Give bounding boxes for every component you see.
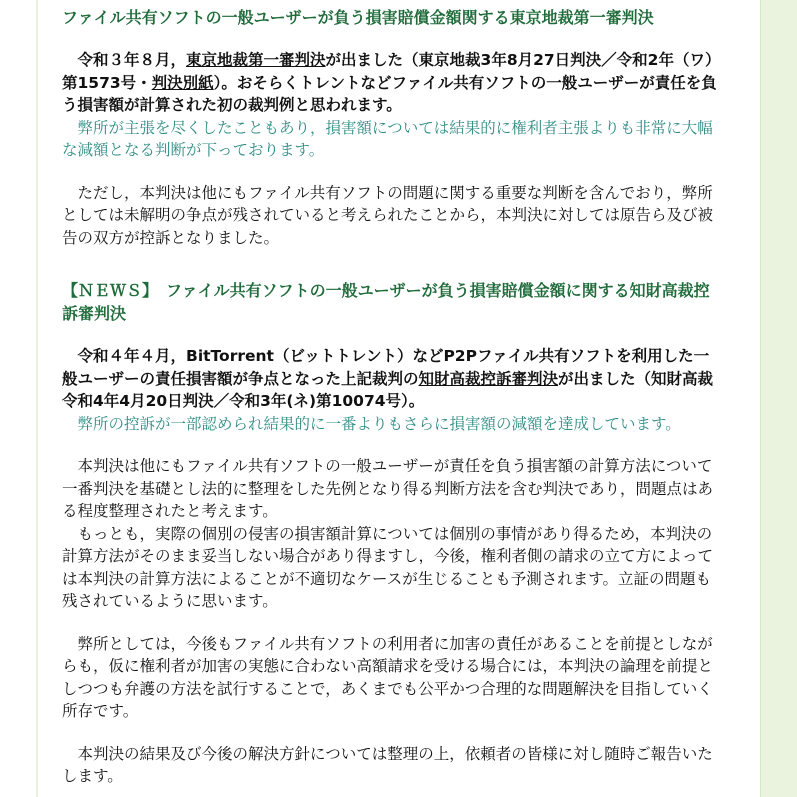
- left-border: [36, 0, 38, 797]
- section1-lead: [62, 49, 722, 117]
- section2-note: 弊所の控訴が一部認められ結果的に一番よりもさらに損害額の減額を達成しています。: [77, 414, 681, 433]
- main-content: [62, 6, 722, 788]
- section1-paragraph: ただし，本判決は他にもファイル共有ソフトの問題に関する重要な判断を含んでおり，弊所としては未解明の争点が残されていると考えられたことから，本判決に対しては原告ら及び被告の双方が控訴となりました。: [62, 183, 714, 247]
- section1-heading: ファイル共有ソフトの一般ユーザーが負う損害賠償金額関する東京地裁第一審判決: [62, 8, 654, 27]
- section2-paragraph-1: 本判決は他にもファイル共有ソフトの一般ユーザーが責任を負う損害額の計算方法について一番判決を基礎とし法的に整理をした先例となり得る判断方法を含む判決であり，問題点はある程度整理されたと考えます。: [62, 457, 714, 520]
- section1-note: 弊所が主張を尽くしたこともあり，損害額については結果的に権利者主張よりも非常に大幅な減額となる判断が下っております。: [62, 118, 713, 159]
- lead-text: ）。おそらくトレントなどファイル共有ソフトの一般ユーザーが責任を負う損害額が計算された初の裁判例と思われます。: [62, 73, 717, 114]
- lead-text: 令和４年４月，BitTorrent（ビットトレント）などP2Pファイル共有ソフトを利用した一般ユーザーの責任損害額が争点となった上記裁判の: [62, 347, 710, 388]
- right-sidebar: [760, 0, 797, 797]
- section2-paragraph-1b: もっとも，実際の個別の侵害の損害額計算については個別の事情があり得るため，本判決の計算方法がそのまま妥当しない場合があり得ますし，今後，権利者側の請求の立て方によっては本判決の計算方法によることが不適切なケースが生じることも予測されます。立証の問題も残されているように思います。: [62, 524, 714, 610]
- judgment-appendix-link[interactable]: 判決別紙: [151, 73, 214, 92]
- lead-text: 令和３年８月，: [77, 51, 187, 69]
- section2-lead: [62, 345, 722, 413]
- ip-high-court-judgment-link[interactable]: 知財高裁控訴審判決: [418, 369, 559, 388]
- lead-text: が出ました（知財高裁令和4年4月20日判決／令和3年(ネ)第10074号）。: [62, 369, 714, 410]
- tokyo-district-judgment-link[interactable]: 東京地裁第一審判決: [186, 51, 326, 69]
- section2-paragraph-2: 弊所としては，今後もファイル共有ソフトの利用者に加害の責任があることを前提としながらも，仮に権利者が加害の実態に合わない高額請求を受ける場合には，本判決の論理を前提としつつも弁護の方法を試行することで，あくまでも公平かつ合理的な問題解決を目指していく所存です。: [62, 634, 714, 720]
- section2-heading: 【ＮＥＷＳ】 ファイル共有ソフトの一般ユーザーが負う損害賠償金額に関する知財高裁控訴審判決: [62, 281, 710, 323]
- section2-paragraph-3: 本判決の結果及び今後の解決方針については整理の上，依頼者の皆様に対し随時ご報告いたします。: [62, 744, 713, 785]
- lead-text: が出ました（東京地裁3年8月27日判決／令和2年（ワ）第1573号・: [62, 51, 721, 92]
